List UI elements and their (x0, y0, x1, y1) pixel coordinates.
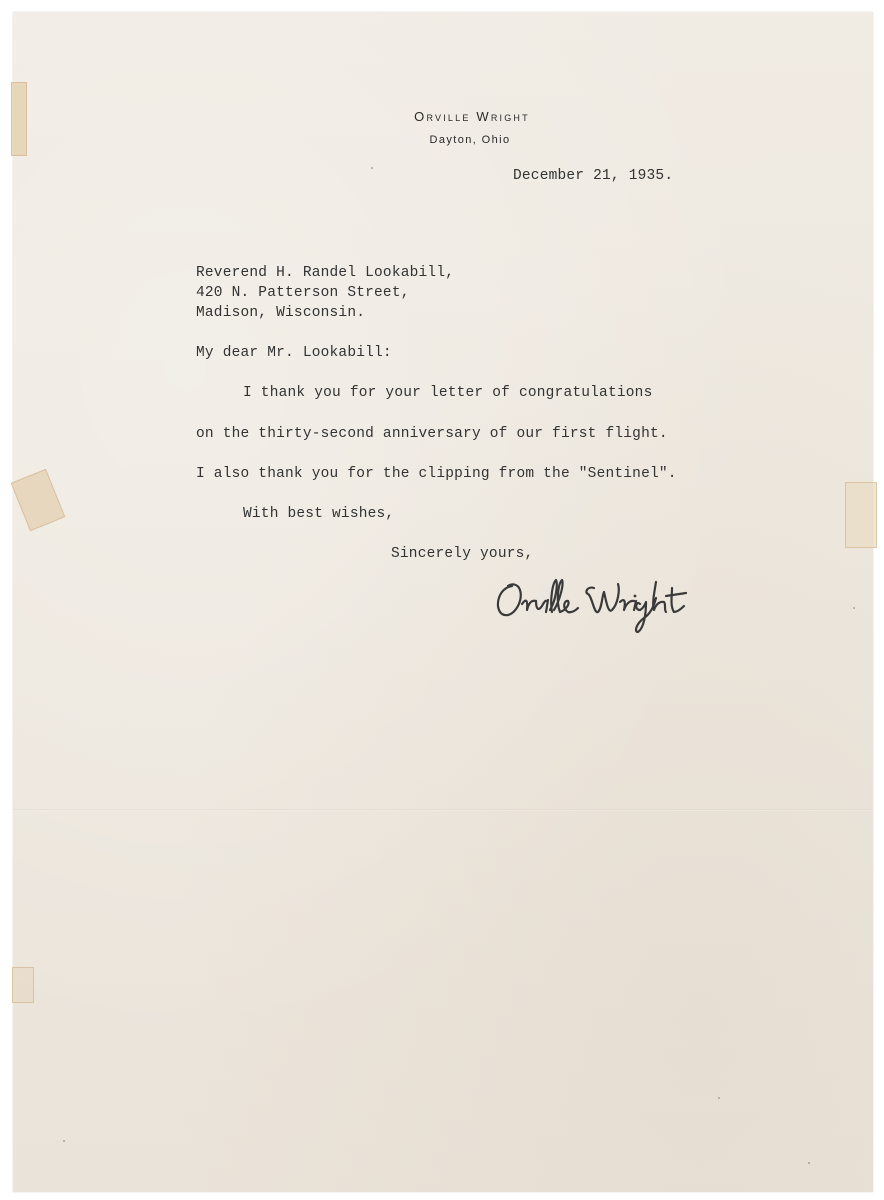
letterhead-name: Orville Wright (414, 109, 530, 124)
tape-remnant (11, 469, 66, 531)
letterhead-city: Dayton, Ohio (429, 134, 511, 146)
tape-remnant (845, 482, 877, 548)
recipient-city: Madison, Wisconsin. (196, 305, 366, 321)
fold-crease (13, 809, 873, 811)
closing: Sincerely yours, (391, 546, 534, 562)
body-line-3: I also thank you for the clipping from the "Sentinel". (196, 466, 677, 482)
recipient-street: 420 N. Patterson Street, (196, 285, 410, 301)
body-line-1: I thank you for your letter of congratulations (243, 385, 653, 401)
letter-date: December 21, 1935. (513, 168, 674, 184)
letter-sheet (13, 12, 873, 1192)
signature (490, 570, 730, 640)
best-wishes: With best wishes, (243, 506, 395, 522)
salutation: My dear Mr. Lookabill: (196, 345, 392, 361)
body-line-2: on the thirty-second anniversary of our first flight. (196, 426, 668, 442)
tape-remnant (12, 967, 34, 1003)
recipient-name: Reverend H. Randel Lookabill, (196, 265, 455, 281)
